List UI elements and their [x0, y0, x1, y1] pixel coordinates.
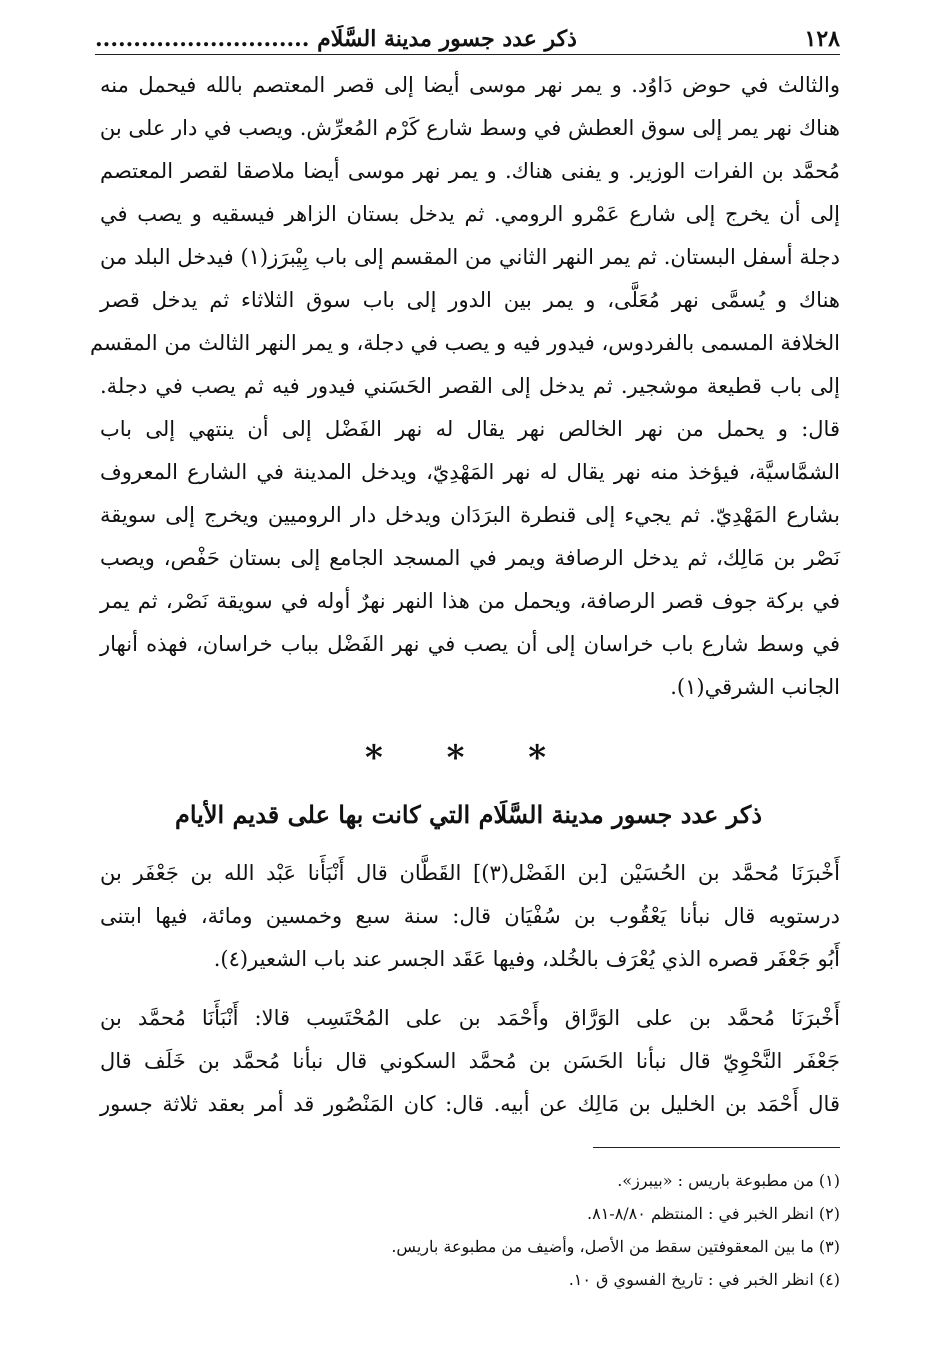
section-line: أَخْبرَنَا مُحمَّد بن الحُسَيْن [بن الفَضْل(٣)] القَطَّان قال أَنْبَأَنا عَبْد الله بن جَعْفَر بن: [100, 861, 840, 885]
section-line: قال أَحْمَد بن الخليل بن مَالِك عن أبيه. قال: كان المَنْصُور قد أمر بعقد ثلاثة جسور: [100, 1092, 840, 1116]
body-line: دجلة أسفل البستان. ثم يمر النهر الثاني من المقسم إلى باب بِيْبرَز(١) فيدخل البلد من: [100, 245, 840, 269]
body-line: مُحمَّد بن الفرات الوزير. و يفنى هناك. و يمر نهر موسى أيضا ملاصقا لقصر المعتصم: [100, 159, 840, 183]
section-line: أَبُو جَعْفَر قصره الذي يُعْرَف بالخُلد، وفيها عَقَد الجسر عند باب الشعير(٤).: [213, 947, 840, 971]
section-line: جَعْفَر النَّحْوِيّ قال نبأنا الحَسَن بن مُحمَّد السكوني قال نبأنا مُحمَّد بن خَلَف قال: [100, 1049, 840, 1073]
body-line: هناك نهر يمر إلى سوق العطش في وسط شارع كَرْم المُعرِّش. ويصب في دار على بن: [99, 116, 840, 140]
body-line: في بركة جوف قصر الرصافة، ويحمل من هذا النهر نهرٌ أوله في سويقة نَصْر، ثم يمر: [100, 589, 840, 613]
footnote: (٣) ما بين المعقوفتين سقط من الأصل، وأضيف من مطبوعة باريس.: [391, 1237, 840, 1256]
body-line: في وسط شارع باب خراسان إلى أن يصب في نهر الفَضْل بباب خراسان، فهذه أنهار: [100, 632, 840, 656]
page-number: ١٢٨: [804, 26, 840, 52]
running-title: ذكر عدد جسور مدينة السَّلَام ............................: [95, 26, 577, 52]
body-line: الشمَّاسيَّة، فيؤخذ منه نهر يقال له نهر المَهْدِيّ، ويدخل المدينة في الشارع المعروف: [100, 460, 840, 484]
section-line: درستويه قال نبأنا يَعْقُوب بن سُفْيَان قال: سنة سبع وخمسين ومائة، فيها ابتنى: [100, 904, 840, 928]
body-line: إلى باب قطيعة موشجير. ثم يدخل إلى القصر الحَسَني فيدور فيه ثم يصب في دجلة.: [100, 374, 840, 398]
footnote: (١) من مطبوعة باريس : «بيبرز».: [617, 1171, 840, 1190]
body-line: الخلافة المسمى بالفردوس، فيدور فيه و يصب في دجلة، و يمر النهر الثالث من المقسم: [89, 331, 840, 355]
body-line: قال: و يحمل من نهر الخالص نهر يقال له نهر الفَضْل إلى أن ينتهي إلى باب: [100, 417, 840, 441]
body-line: الجانب الشرقي(١).: [670, 675, 840, 699]
running-header: [95, 24, 840, 55]
body-line: إلى أن يخرج إلى شارع عَمْرو الرومي. ثم يدخل بستان الزاهر فيسقيه و يصب في: [100, 202, 840, 226]
section-title: ذكر عدد جسور مدينة السَّلَام التي كانت بها على قديم الأيام: [174, 800, 763, 829]
section-line: أَخْبرَنَا مُحمَّد بن على الوَرَّاق وأَحْمَد بن على المُحْتَسِب قالا: أَنْبَأَنَا مُحمَّد بن: [100, 1006, 840, 1030]
section-separator: * * *: [364, 738, 572, 778]
footnote-rule: [593, 1147, 840, 1148]
body-line: بشارع المَهْدِيّ. ثم يجيء إلى قنطرة البرَدَان ويدخل دار الروميين ويخرج إلى سويقة: [100, 503, 840, 527]
footnote: (٤) انظر الخبر في : تاريخ الفسوي ق ١٠.: [568, 1270, 840, 1289]
body-line: نَصْر بن مَالِك، ثم يدخل الرصافة ويمر في المسجد الجامع إلى بستان حَفْص، ويصب: [100, 546, 840, 570]
body-line: هناك و يُسمَّى نهر مُعَلَّى، و يمر بين الدور إلى باب سوق الثلاثاء ثم يدخل قصر: [100, 288, 840, 312]
body-line: والثالث في حوض دَاوُد. و يمر نهر موسى أيضا إلى قصر المعتصم بالله فيحمل منه: [100, 73, 840, 97]
footnote: (٢) انظر الخبر في : المنتظم ٨/٨٠-٨١.: [587, 1204, 840, 1223]
